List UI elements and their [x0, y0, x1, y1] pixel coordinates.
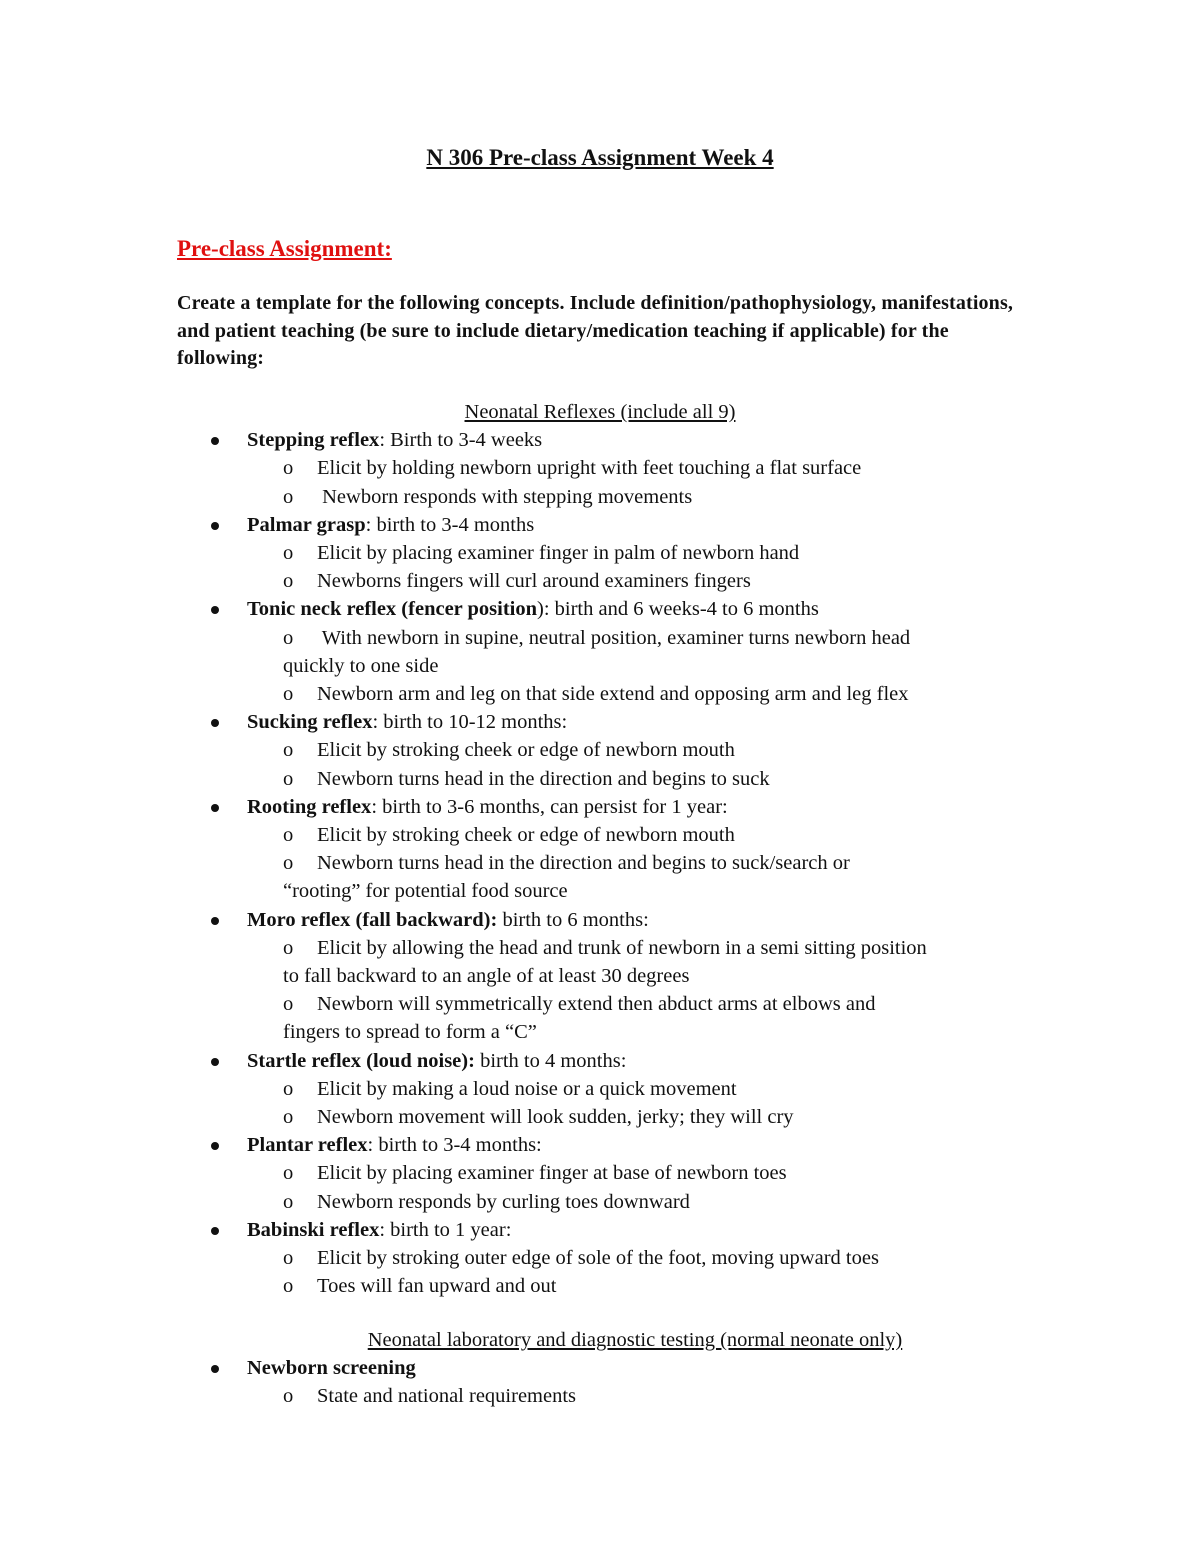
- sub-item: [177, 567, 1037, 595]
- sub-item-continuation: fingers to spread to form a “C”: [283, 1021, 537, 1044]
- sub-item: [177, 1103, 1037, 1131]
- item-detail: : Birth to 3-4 weeks: [379, 429, 543, 452]
- instructions-paragraph: Create a template for the following concepts. Include definition/pathophysiology, manifestations, and patient teaching (be sure to include dietary/medication teaching if applicable) for the following:: [177, 292, 1014, 369]
- sub-item-text: Elicit by making a loud noise or a quick movement: [317, 1077, 737, 1100]
- sub-bullet-icon: o: [283, 824, 294, 847]
- section-heading: Pre-class Assignment:: [177, 236, 392, 261]
- sub-item: [177, 934, 1037, 962]
- list-item: [177, 511, 1037, 596]
- sub-item-text: Newborn turns head in the direction and begins to suck: [317, 767, 770, 790]
- bullet-icon: [211, 1058, 219, 1066]
- sub-bullet-icon: o: [283, 1247, 294, 1270]
- bullet-icon: [211, 917, 219, 925]
- item-detail: birth to 6 months:: [497, 908, 649, 931]
- item-term: Rooting reflex: [247, 795, 372, 818]
- sub-item: [177, 990, 1037, 1018]
- bullet-icon: [211, 719, 219, 727]
- sub-item-text: Elicit by placing examiner finger at base of newborn toes: [317, 1162, 787, 1185]
- sub-bullet-icon: o: [283, 993, 294, 1016]
- sub-bullet-icon: o: [283, 767, 294, 790]
- sub-item: [177, 1382, 1037, 1410]
- sub-item-text: Newborn turns head in the direction and begins to suck/search or: [317, 852, 850, 875]
- sub-bullet-icon: o: [283, 1077, 294, 1100]
- item-term: Startle reflex (loud noise):: [247, 1049, 475, 1072]
- sub-bullet-icon: o: [283, 542, 294, 565]
- bullet-icon: [211, 1365, 219, 1373]
- list-item: [177, 1216, 1037, 1301]
- bullet-icon: [211, 606, 219, 614]
- list-item: [177, 1047, 1037, 1132]
- sub-bullet-icon: o: [283, 626, 294, 649]
- sub-item: [177, 736, 1037, 764]
- sub-item-continuation: “rooting” for potential food source: [283, 880, 568, 903]
- sub-item: [177, 539, 1037, 567]
- sub-item-text: Elicit by placing examiner finger in palm of newborn hand: [317, 542, 800, 565]
- list-item: [177, 793, 1037, 906]
- sub-item-text: Elicit by stroking cheek or edge of newborn mouth: [317, 824, 735, 847]
- sub-item-text: Newborn arm and leg on that side extend and opposing arm and leg flex: [317, 683, 909, 706]
- item-term: Moro reflex (fall backward):: [247, 908, 498, 931]
- sub-item: [177, 1272, 1037, 1300]
- list-item: [177, 595, 1037, 708]
- sub-bullet-icon: o: [283, 570, 294, 593]
- sub-bullet-icon: o: [283, 1190, 294, 1213]
- sub-item-text: Newborn will symmetrically extend then abduct arms at elbows and: [317, 993, 876, 1016]
- sub-bullet-icon: o: [283, 683, 294, 706]
- item-detail: : birth to 3-4 months:: [367, 1134, 542, 1157]
- sub-item: [177, 821, 1037, 849]
- labs-heading: Neonatal laboratory and diagnostic testing (normal neonate only): [367, 1329, 903, 1351]
- bullet-icon: [211, 1142, 219, 1150]
- sub-item-continuation: to fall backward to an angle of at least 30 degrees: [283, 965, 690, 988]
- sub-item-text: Elicit by allowing the head and trunk of newborn in a semi sitting position: [317, 936, 927, 959]
- sub-item-text: Newborn responds by curling toes downward: [317, 1190, 690, 1213]
- sub-item-text: Elicit by stroking cheek or edge of newborn mouth: [317, 739, 735, 762]
- list-item: [177, 1131, 1037, 1216]
- list-item: [177, 426, 1037, 511]
- sub-item-text: Newborn movement will look sudden, jerky; they will cry: [317, 1106, 794, 1129]
- sub-bullet-icon: o: [283, 485, 294, 508]
- sub-item-text: Newborn responds with stepping movements: [317, 485, 693, 508]
- sub-bullet-icon: o: [283, 1162, 294, 1185]
- sub-bullet-icon: o: [283, 1275, 294, 1298]
- sub-item-text: Toes will fan upward and out: [317, 1275, 557, 1298]
- sub-item-text: With newborn in supine, neutral position, examiner turns newborn head: [317, 626, 911, 649]
- sub-item-text: Elicit by holding newborn upright with feet touching a flat surface: [317, 457, 862, 480]
- reflexes-heading: Neonatal Reflexes (include all 9): [464, 401, 736, 423]
- page-title: N 306 Pre-class Assignment Week 4: [426, 145, 774, 170]
- sub-bullet-icon: o: [283, 739, 294, 762]
- sub-item: [177, 1075, 1037, 1103]
- sub-item: [177, 680, 1037, 708]
- sub-item: [177, 454, 1037, 482]
- item-term: Tonic neck reflex (fencer position: [247, 598, 538, 621]
- sub-item-text: Elicit by stroking outer edge of sole of the foot, moving upward toes: [317, 1247, 879, 1270]
- item-term: Palmar grasp: [247, 513, 366, 536]
- item-detail: : birth to 3-6 months, can persist for 1 year:: [371, 795, 728, 818]
- reflexes-section: [177, 398, 1037, 1301]
- item-term: Babinski reflex: [247, 1218, 380, 1241]
- bullet-icon: [211, 522, 219, 530]
- sub-item: [177, 765, 1037, 793]
- item-term: Plantar reflex: [247, 1134, 368, 1157]
- sub-item: [177, 624, 1037, 652]
- sub-item: [177, 849, 1037, 877]
- item-term: Newborn screening: [247, 1357, 416, 1380]
- sub-item-continuation: quickly to one side: [283, 654, 439, 677]
- item-detail: : birth to 10-12 months:: [372, 711, 568, 734]
- reflex-list: [177, 426, 1037, 1300]
- labs-section: [177, 1326, 1037, 1411]
- item-term: Stepping reflex: [247, 429, 380, 452]
- sub-item: [177, 483, 1037, 511]
- item-detail: : birth to 3-4 months: [365, 513, 535, 536]
- bullet-icon: [211, 804, 219, 812]
- sub-item: [177, 1188, 1037, 1216]
- item-detail: : birth to 1 year:: [379, 1218, 512, 1241]
- sub-bullet-icon: o: [283, 457, 294, 480]
- sub-bullet-icon: o: [283, 1385, 294, 1408]
- item-term: Sucking reflex: [247, 711, 373, 734]
- list-item: [177, 1354, 1037, 1410]
- sub-bullet-icon: o: [283, 852, 294, 875]
- sub-item: [177, 1244, 1037, 1272]
- item-detail: ): birth and 6 weeks-4 to 6 months: [537, 598, 819, 621]
- sub-bullet-icon: o: [283, 1106, 294, 1129]
- sub-bullet-icon: o: [283, 936, 294, 959]
- item-detail: birth to 4 months:: [474, 1049, 627, 1072]
- bullet-icon: [211, 437, 219, 445]
- list-item: [177, 906, 1037, 1047]
- sub-item: [177, 1159, 1037, 1187]
- labs-list: [177, 1354, 1037, 1410]
- list-item: [177, 708, 1037, 793]
- sub-item-text: Newborns fingers will curl around examiners fingers: [317, 570, 751, 593]
- bullet-icon: [211, 1227, 219, 1235]
- sub-item-text: State and national requirements: [317, 1385, 577, 1408]
